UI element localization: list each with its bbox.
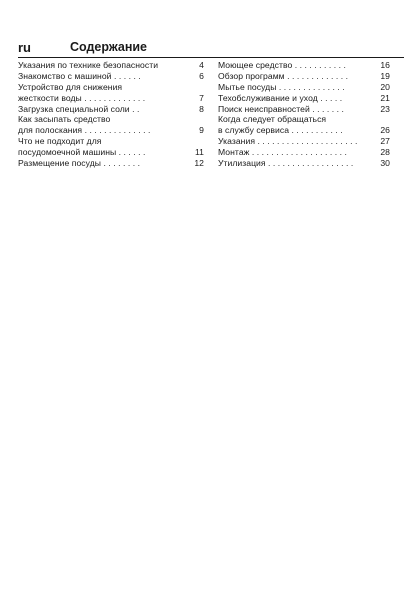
toc-entry-title: жесткости воды . . . . . . . . . . . . . xyxy=(18,92,146,103)
toc-entry-title: Когда следует обращаться xyxy=(218,114,327,125)
toc-entry[interactable] xyxy=(218,71,390,82)
toc-entry-page: 20 xyxy=(380,81,390,92)
toc-entry[interactable] xyxy=(18,71,204,82)
toc-entry-page: 28 xyxy=(380,147,390,158)
toc-entry-title: Мытье посуды . . . . . . . . . . . . . . xyxy=(218,81,345,92)
toc-entry[interactable] xyxy=(18,82,204,93)
toc-entry-page: 9 xyxy=(199,125,204,136)
toc-entry-page: 4 xyxy=(199,60,204,70)
toc-entry-title: Монтаж . . . . . . . . . . . . . . . . . . . . xyxy=(218,147,347,158)
toc-entry[interactable] xyxy=(218,147,390,158)
header-divider xyxy=(18,57,404,58)
toc-entry[interactable] xyxy=(18,125,204,136)
toc-entry[interactable] xyxy=(218,93,390,104)
toc-entry[interactable] xyxy=(218,60,390,71)
toc-entry-page: 12 xyxy=(194,158,204,169)
toc-entry[interactable] xyxy=(18,147,204,158)
toc-entry-title: посудомоечной машины . . . . . . xyxy=(18,147,146,158)
toc-entry[interactable] xyxy=(18,158,204,169)
toc-entry[interactable] xyxy=(18,60,204,71)
toc-entry-page: 7 xyxy=(199,92,204,103)
toc-entry-page: 8 xyxy=(199,103,204,114)
toc-entry-title: Утилизация . . . . . . . . . . . . . . . . . . xyxy=(218,158,354,169)
toc-entry[interactable] xyxy=(218,114,390,125)
toc-entry-title: Что не подходит для xyxy=(18,136,102,147)
toc-entry-title: Обзор программ . . . . . . . . . . . . . xyxy=(218,70,349,81)
toc-entry[interactable] xyxy=(218,158,390,169)
toc-entry-page: 26 xyxy=(380,125,390,136)
toc-entry-page: 19 xyxy=(380,70,390,81)
toc-entry-page: 30 xyxy=(380,158,390,169)
toc-entry[interactable] xyxy=(18,114,204,125)
toc-entry-title: в службу сервиса . . . . . . . . . . . xyxy=(218,125,343,136)
toc-entry-page: 16 xyxy=(380,60,390,70)
toc-entry-title: Загрузка специальной соли . . xyxy=(18,103,140,114)
toc-column-left xyxy=(18,60,204,169)
toc-entry[interactable] xyxy=(18,104,204,115)
toc-entry-title: Указания по технике безопасности xyxy=(18,60,159,70)
toc-entry-title: Размещение посуды . . . . . . . . xyxy=(18,158,141,169)
toc-entry-title: Поиск неисправностей . . . . . . . xyxy=(218,103,344,114)
toc-entry-page: 11 xyxy=(194,147,204,158)
toc-entry-page: 23 xyxy=(380,103,390,114)
toc-entry-page: 6 xyxy=(199,70,204,81)
toc-entry[interactable] xyxy=(218,125,390,136)
toc-column-right xyxy=(218,60,390,169)
toc-entry[interactable] xyxy=(18,136,204,147)
toc-entry-title: для полоскания . . . . . . . . . . . . . . xyxy=(18,125,151,136)
toc-entry-title: Устройство для снижения xyxy=(18,81,123,92)
toc-entry-title: Указания . . . . . . . . . . . . . . . . . . . . . xyxy=(218,136,358,147)
language-code: ru xyxy=(18,40,31,55)
toc-entry-title: Техобслуживание и уход . . . . . xyxy=(218,92,343,103)
toc-entry-title: Знакомство с машиной . . . . . . xyxy=(18,70,141,81)
page-title: Содержание xyxy=(70,40,148,54)
toc-entry-title: Моющее средство . . . . . . . . . . . xyxy=(218,60,346,70)
toc-entry[interactable] xyxy=(218,136,390,147)
toc-entry[interactable] xyxy=(218,104,390,115)
toc-entry-page: 27 xyxy=(380,136,390,147)
toc-entry[interactable] xyxy=(218,82,390,93)
toc-entry-title: Как засыпать средство xyxy=(18,114,111,125)
toc-entry-page: 21 xyxy=(380,92,390,103)
toc-entry[interactable] xyxy=(18,93,204,104)
